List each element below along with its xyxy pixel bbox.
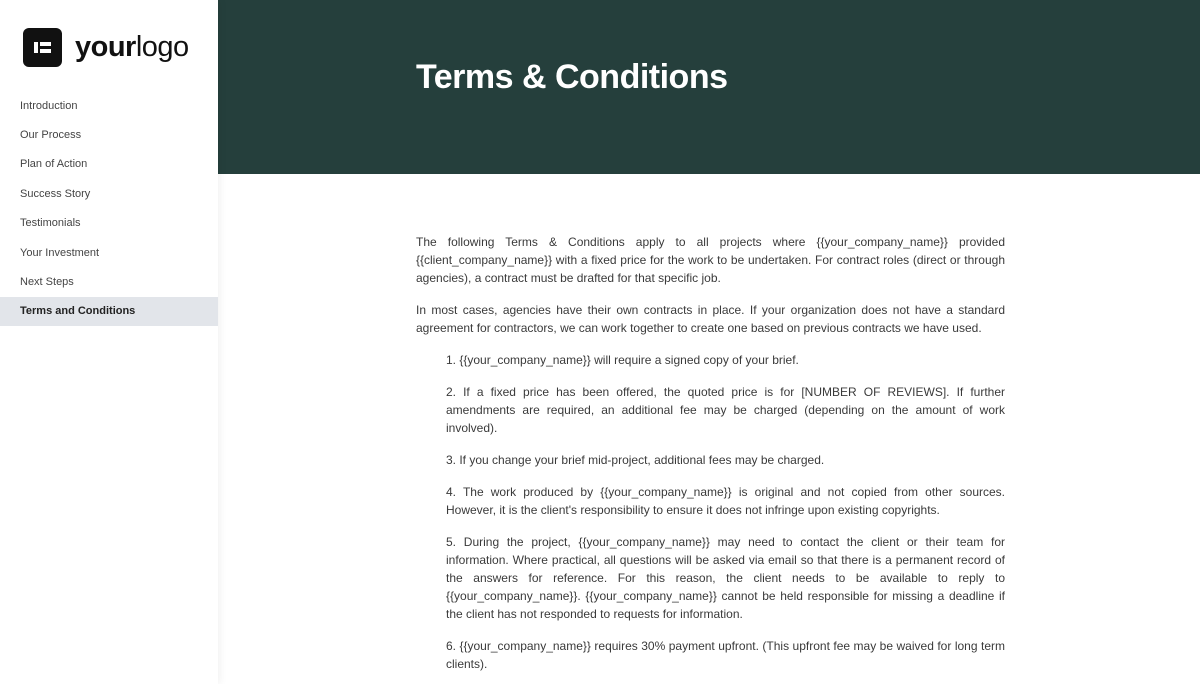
list-item: 3. If you change your brief mid-project, additional fees may be charged. bbox=[446, 453, 825, 467]
sidebar-item-plan-of-action[interactable]: Plan of Action bbox=[20, 158, 88, 171]
sidebar-nav bbox=[0, 91, 218, 326]
sidebar-item-terms-and-conditions[interactable]: Terms and Conditions bbox=[0, 297, 218, 326]
terms-list bbox=[416, 351, 1005, 673]
sidebar-item-introduction[interactable]: Introduction bbox=[20, 99, 78, 112]
list-item: 6. {{your_company_name}} requires 30% payment upfront. (This upfront fee may be waived for long term clients). bbox=[446, 639, 1005, 671]
sidebar-item-testimonials[interactable]: Testimonials bbox=[20, 217, 81, 230]
list-item: 4. The work produced by {{your_company_name}} is original and not copied from other sources. However, it is the client's responsibility to ensure it does not infringe upon existing copyrights. bbox=[446, 485, 1005, 517]
list-item: 2. If a fixed price has been offered, the quoted price is for [NUMBER OF REVIEWS]. If further amendments are required, an additional fee may be charged (depending on the amount of work involved). bbox=[446, 385, 1005, 435]
terms-content bbox=[416, 233, 1005, 684]
sidebar-item-our-process[interactable]: Our Process bbox=[20, 129, 82, 142]
logo-text-light: logo bbox=[135, 31, 189, 63]
logo-text-bold: your bbox=[75, 31, 136, 63]
sidebar-item-your-investment[interactable]: Your Investment bbox=[20, 246, 100, 259]
logo-text bbox=[75, 33, 189, 62]
intro-paragraph: The following Terms & Conditions apply to all projects where {{your_company_name}} provided {{client_company_name}} with a fixed price for the work to be undertaken. For contract roles (direct or through agencies), a contract must be drafted for that specific job. bbox=[416, 235, 1005, 285]
sidebar-item-success-story[interactable]: Success Story bbox=[20, 187, 91, 200]
sidebar-item-next-steps[interactable]: Next Steps bbox=[20, 276, 74, 289]
page-header bbox=[218, 0, 1200, 174]
logo-mark-icon bbox=[23, 28, 62, 67]
agencies-paragraph: In most cases, agencies have their own contracts in place. If your organization does not have a standard agreement for contractors, we can work together to create one based on previous contracts we have used. bbox=[416, 303, 1005, 335]
page-title: Terms & Conditions bbox=[416, 58, 728, 96]
logo[interactable] bbox=[23, 28, 189, 67]
list-item: 5. During the project, {{your_company_name}} may need to contact the client or their team for information. Where practical, all questions will be asked via email so that there is a permanent record of the answers for reference. For this reason, the client needs to be available to reply to {{your_company_name}}. {{your_company_name}} cannot be held responsible for missing a deadline if the client has not responded to requests for information. bbox=[446, 535, 1005, 621]
list-item: 1. {{your_company_name}} will require a signed copy of your brief. bbox=[446, 353, 799, 367]
sidebar bbox=[0, 0, 218, 684]
